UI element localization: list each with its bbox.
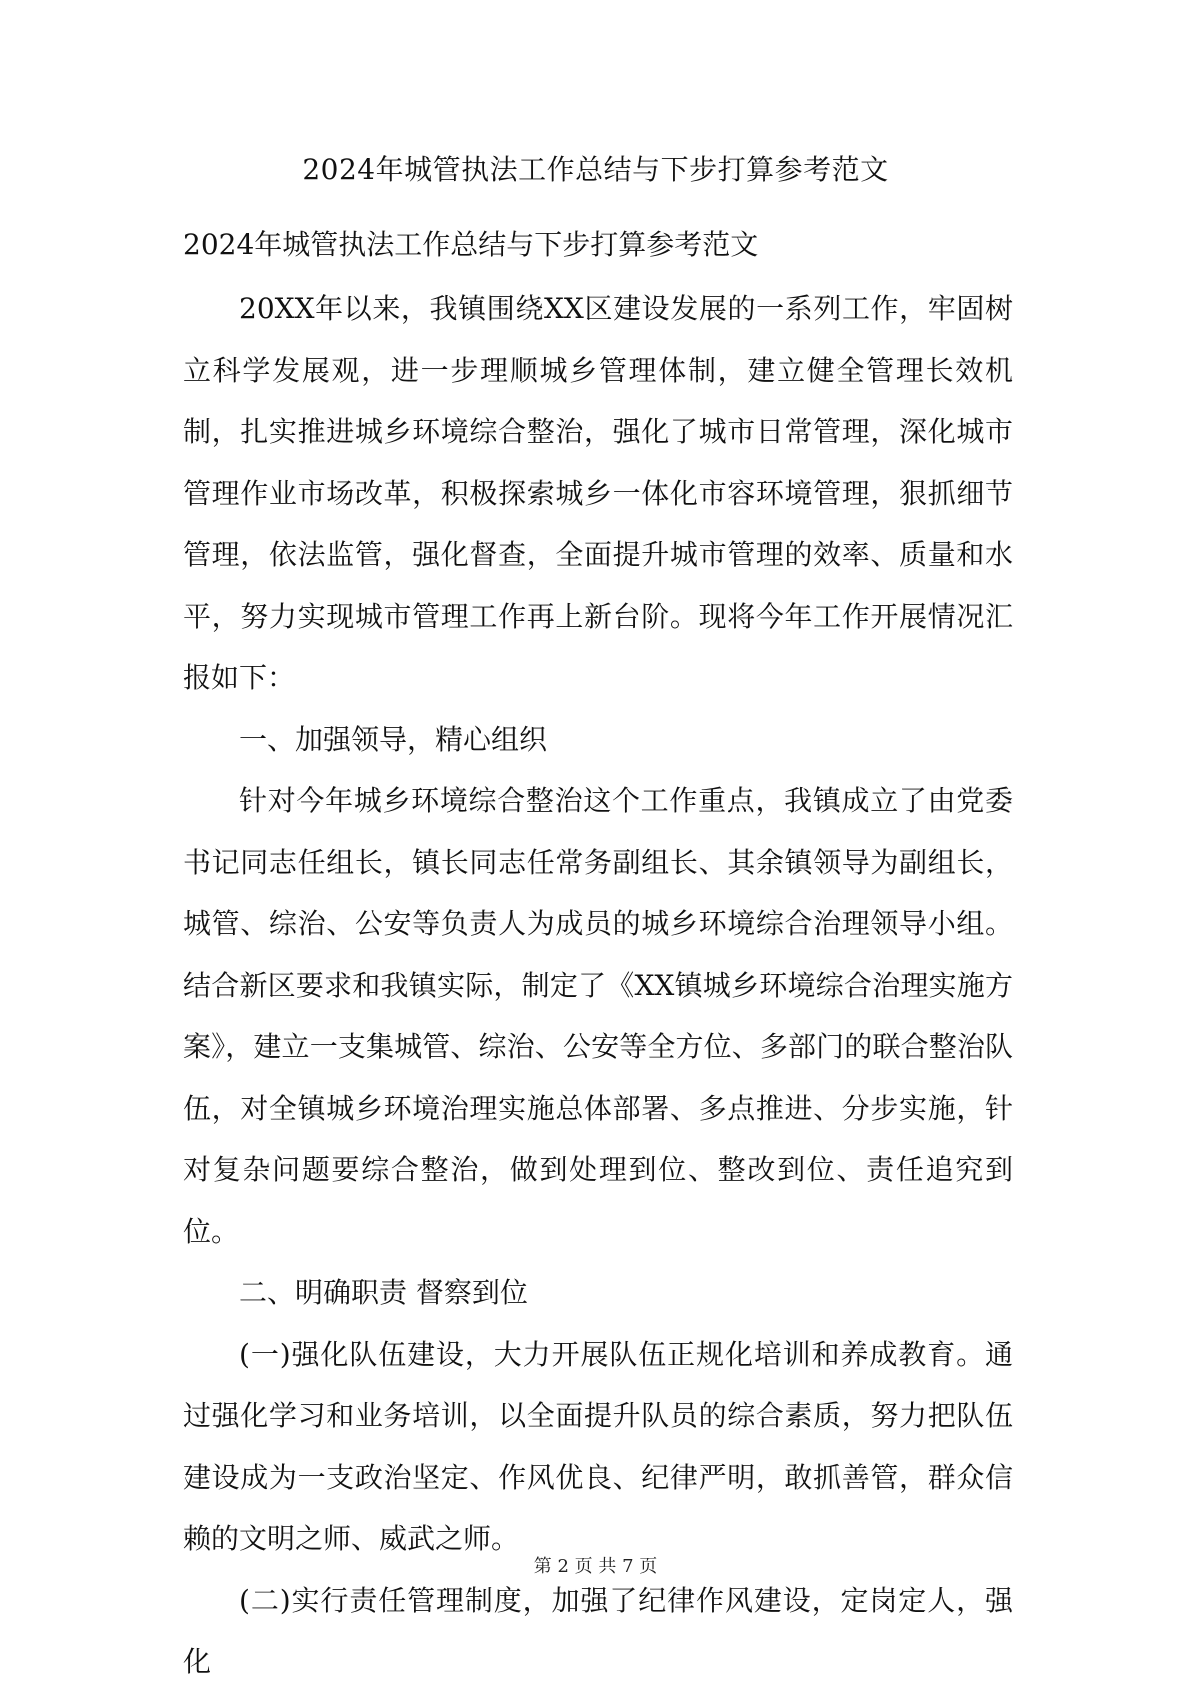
page-number-footer: 第 2 页 共 7 页 [533,1556,658,1577]
paragraph-intro: 20XX年以来，我镇围绕XX区建设发展的一系列工作，牢固树立科学发展观，进一步理顺城乡管理体制，建立健全管理长效机制，扎实推进城乡环境综合整治，强化了城市日常管理，深化城市管理作业市场改革，积极探索城乡一体化市容环境管理，狠抓细节管理，依法监管，强化督查，全面提升城市管理的效率、质量和水平，努力实现城市管理工作再上新台阶。现将今年工作开展情况汇报如下： [183,292,1013,694]
section-heading-1: 一、加强领导，精心组织 [239,722,548,756]
section-heading-2: 二、明确职责 督察到位 [239,1276,528,1309]
document-body [183,217,1013,1693]
paragraph-responsibility: (二)实行责任管理制度，加强了纪律作风建设，定岗定人，强化 [183,1583,1013,1678]
paragraph-team-building: (一)强化队伍建设，大力开展队伍正规化培训和养成教育。通过强化学习和业务培训，以全面提升队员的综合素质，努力把队伍建设成为一支政治坚定、作风优良、纪律严明，敢抓善管，群众信赖的文明之师、威武之师。 [183,1337,1013,1555]
paragraph-leadership: 针对今年城乡环境综合整治这个工作重点，我镇成立了由党委书记同志任组长，镇长同志任常务副组长、其余镇领导为副组长，城管、综治、公安等负责人为成员的城乡环境综合治理领导小组。结合新区要求和我镇实际，制定了《XX镇城乡环境综合治理实施方案》，建立一支集城管、综治、公安等全方位、多部门的联合整治队伍，对全镇城乡环境治理实施总体部署、多点推进、分步实施，针对复杂问题要综合整治，做到处理到位、整改到位、责任追究到位。 [183,784,1013,1248]
document-subtitle: 2024年城管执法工作总结与下步打算参考范文 [183,228,759,261]
document-title: 2024年城管执法工作总结与下步打算参考范文 [302,153,889,186]
